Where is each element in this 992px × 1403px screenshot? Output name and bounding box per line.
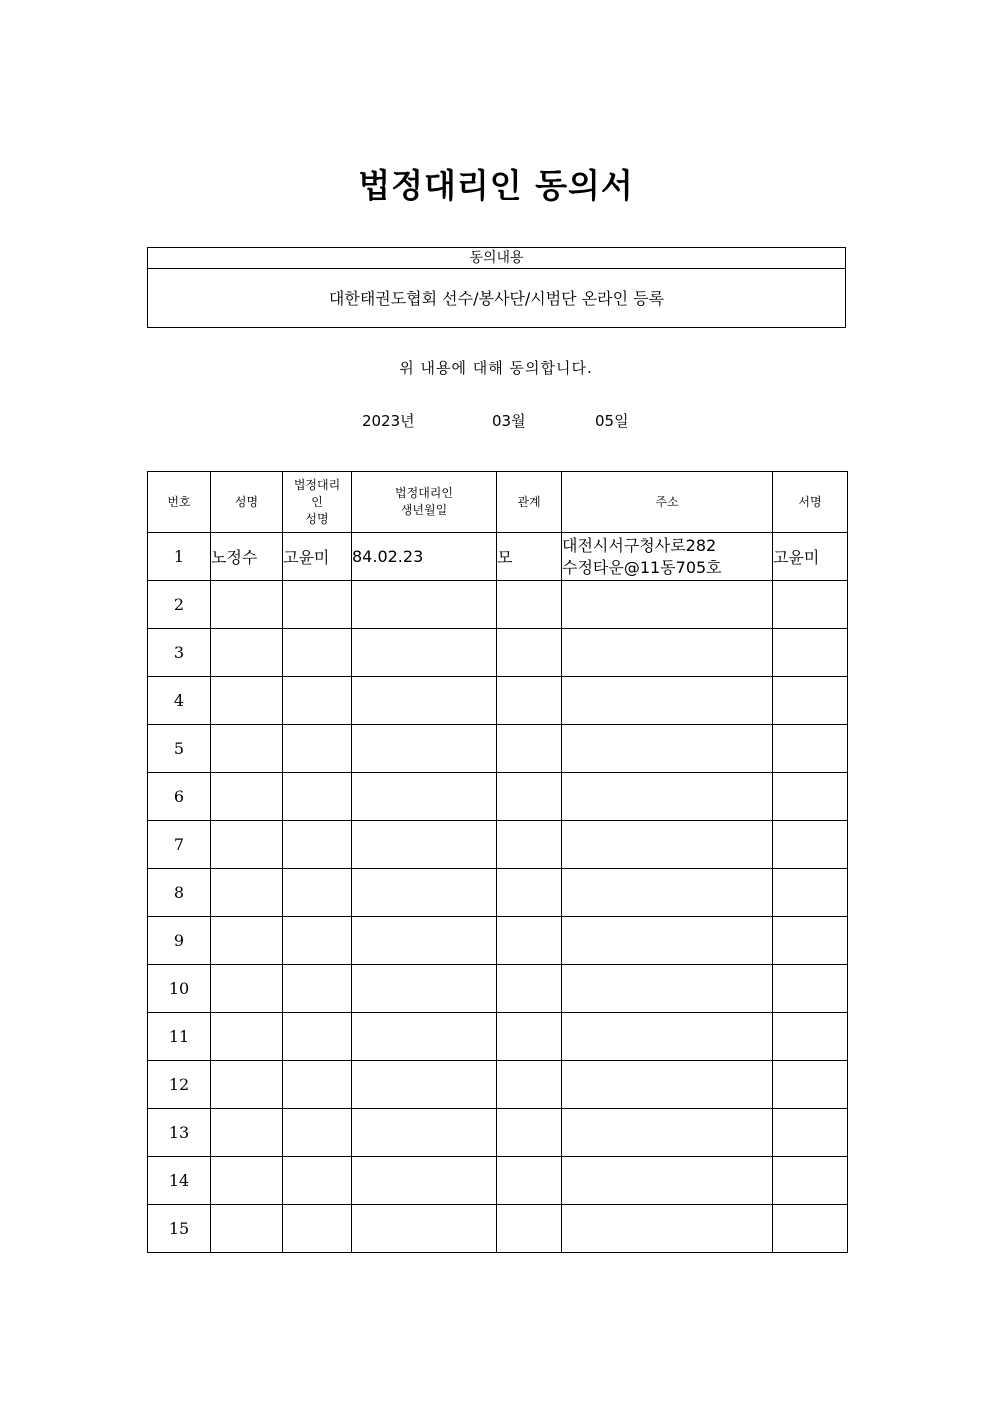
cell-address: [562, 965, 773, 1013]
cell-guardian-birth: [352, 917, 497, 965]
cell-name: [211, 1205, 283, 1253]
date-year: 2023년: [362, 412, 415, 430]
cell-relation: [497, 965, 562, 1013]
header-guardian-name-line2: 인: [311, 494, 323, 509]
cell-relation: [497, 917, 562, 965]
cell-signature: [773, 773, 848, 821]
table-row: [148, 965, 848, 1013]
cell-relation: [497, 1157, 562, 1205]
header-address: 주소: [562, 472, 773, 533]
cell-guardian-name: 고윤미: [283, 533, 352, 581]
table-row: [148, 1109, 848, 1157]
cell-address: [562, 1205, 773, 1253]
table-row: [148, 1157, 848, 1205]
table-row: [148, 581, 848, 629]
header-no: 번호: [148, 472, 211, 533]
cell-no: 14: [148, 1157, 211, 1205]
header-guardian-name-line3: 성명: [305, 511, 329, 526]
cell-guardian-name: [283, 869, 352, 917]
cell-no: 3: [148, 629, 211, 677]
cell-address: [562, 677, 773, 725]
guardian-roster-table: [147, 471, 848, 1253]
cell-name: [211, 629, 283, 677]
cell-no: 11: [148, 1013, 211, 1061]
cell-guardian-birth: [352, 581, 497, 629]
consent-header: 동의내용: [148, 248, 845, 269]
cell-no: 12: [148, 1061, 211, 1109]
table-row: [148, 725, 848, 773]
table-row: [148, 1205, 848, 1253]
cell-guardian-name: [283, 917, 352, 965]
cell-address: [562, 629, 773, 677]
date-day: 05일: [595, 412, 629, 430]
cell-no: 4: [148, 677, 211, 725]
header-relation: 관계: [497, 472, 562, 533]
cell-signature: [773, 917, 848, 965]
cell-no: 7: [148, 821, 211, 869]
cell-relation: [497, 1109, 562, 1157]
cell-signature: [773, 869, 848, 917]
cell-signature: [773, 581, 848, 629]
header-guardian-birth-line1: 법정대리인: [395, 486, 453, 500]
cell-name: [211, 1061, 283, 1109]
cell-guardian-birth: [352, 773, 497, 821]
cell-relation: [497, 1013, 562, 1061]
consent-box: [147, 247, 846, 328]
cell-signature: 고윤미: [773, 533, 848, 581]
table-row: [148, 533, 848, 581]
table-row: [148, 869, 848, 917]
cell-name: [211, 1157, 283, 1205]
cell-signature: [773, 677, 848, 725]
agreement-statement: 위 내용에 대해 동의합니다.: [399, 359, 593, 377]
cell-no: 2: [148, 581, 211, 629]
cell-guardian-name: [283, 821, 352, 869]
cell-guardian-birth: [352, 869, 497, 917]
cell-relation: [497, 725, 562, 773]
cell-guardian-birth: [352, 821, 497, 869]
cell-guardian-name: [283, 965, 352, 1013]
table-row: [148, 773, 848, 821]
cell-signature: [773, 821, 848, 869]
cell-guardian-name: [283, 773, 352, 821]
cell-no: 15: [148, 1205, 211, 1253]
cell-signature: [773, 1157, 848, 1205]
date-month: 03월: [492, 412, 526, 430]
cell-guardian-birth: [352, 725, 497, 773]
cell-guardian-name: [283, 1061, 352, 1109]
cell-relation: [497, 773, 562, 821]
cell-relation: [497, 821, 562, 869]
cell-no: 9: [148, 917, 211, 965]
cell-guardian-name: [283, 725, 352, 773]
cell-signature: [773, 965, 848, 1013]
table-row: [148, 821, 848, 869]
cell-signature: [773, 1205, 848, 1253]
cell-relation: [497, 869, 562, 917]
cell-signature: [773, 1061, 848, 1109]
cell-name: [211, 821, 283, 869]
header-guardian-name-line1: 법정대리: [293, 477, 341, 492]
cell-no: 8: [148, 869, 211, 917]
header-guardian-birth: [352, 472, 497, 533]
cell-no: 6: [148, 773, 211, 821]
cell-address: [562, 725, 773, 773]
cell-address: [562, 581, 773, 629]
cell-signature: [773, 629, 848, 677]
cell-address: [562, 1061, 773, 1109]
cell-name: [211, 965, 283, 1013]
cell-address: [562, 533, 773, 581]
cell-name: [211, 917, 283, 965]
cell-guardian-birth: 84.02.23: [352, 533, 497, 581]
table-row: [148, 917, 848, 965]
table-row: [148, 677, 848, 725]
cell-no: 13: [148, 1109, 211, 1157]
cell-name: 노정수: [211, 533, 283, 581]
header-guardian-birth-line2: 생년월일: [400, 503, 448, 517]
cell-no: 5: [148, 725, 211, 773]
header-name: 성명: [211, 472, 283, 533]
cell-name: [211, 581, 283, 629]
cell-relation: [497, 1205, 562, 1253]
cell-address-line2: 수정타운@11동705호: [562, 557, 722, 577]
cell-guardian-name: [283, 677, 352, 725]
cell-guardian-birth: [352, 1157, 497, 1205]
header-signature: 서명: [773, 472, 848, 533]
cell-relation: 모: [497, 533, 562, 581]
cell-guardian-birth: [352, 1013, 497, 1061]
cell-address: [562, 869, 773, 917]
cell-address-line1: 대전시서구청사로282: [562, 535, 717, 555]
cell-signature: [773, 1013, 848, 1061]
cell-guardian-name: [283, 1109, 352, 1157]
cell-name: [211, 869, 283, 917]
cell-signature: [773, 1109, 848, 1157]
cell-guardian-birth: [352, 677, 497, 725]
cell-guardian-name: [283, 1205, 352, 1253]
cell-signature: [773, 725, 848, 773]
cell-address: [562, 1013, 773, 1061]
cell-relation: [497, 677, 562, 725]
cell-address: [562, 1109, 773, 1157]
cell-name: [211, 1013, 283, 1061]
cell-name: [211, 725, 283, 773]
table-header-row: [148, 472, 848, 533]
cell-guardian-name: [283, 629, 352, 677]
cell-no: 1: [148, 533, 211, 581]
table-row: [148, 1061, 848, 1109]
cell-no: 10: [148, 965, 211, 1013]
cell-address: [562, 917, 773, 965]
cell-name: [211, 773, 283, 821]
cell-guardian-name: [283, 1157, 352, 1205]
consent-content: 대한태권도협회 선수/봉사단/시범단 온라인 등록: [328, 289, 665, 308]
cell-guardian-birth: [352, 1109, 497, 1157]
cell-relation: [497, 581, 562, 629]
header-guardian-name: [283, 472, 352, 533]
cell-address: [562, 773, 773, 821]
cell-guardian-birth: [352, 1061, 497, 1109]
cell-name: [211, 677, 283, 725]
document-title: 법정대리인 동의서: [358, 166, 634, 205]
cell-guardian-birth: [352, 629, 497, 677]
cell-address: [562, 1157, 773, 1205]
cell-relation: [497, 629, 562, 677]
table-row: [148, 1013, 848, 1061]
cell-guardian-birth: [352, 1205, 497, 1253]
table-row: [148, 629, 848, 677]
cell-guardian-birth: [352, 965, 497, 1013]
cell-guardian-name: [283, 1013, 352, 1061]
cell-address: [562, 821, 773, 869]
cell-guardian-name: [283, 581, 352, 629]
cell-relation: [497, 1061, 562, 1109]
cell-name: [211, 1109, 283, 1157]
